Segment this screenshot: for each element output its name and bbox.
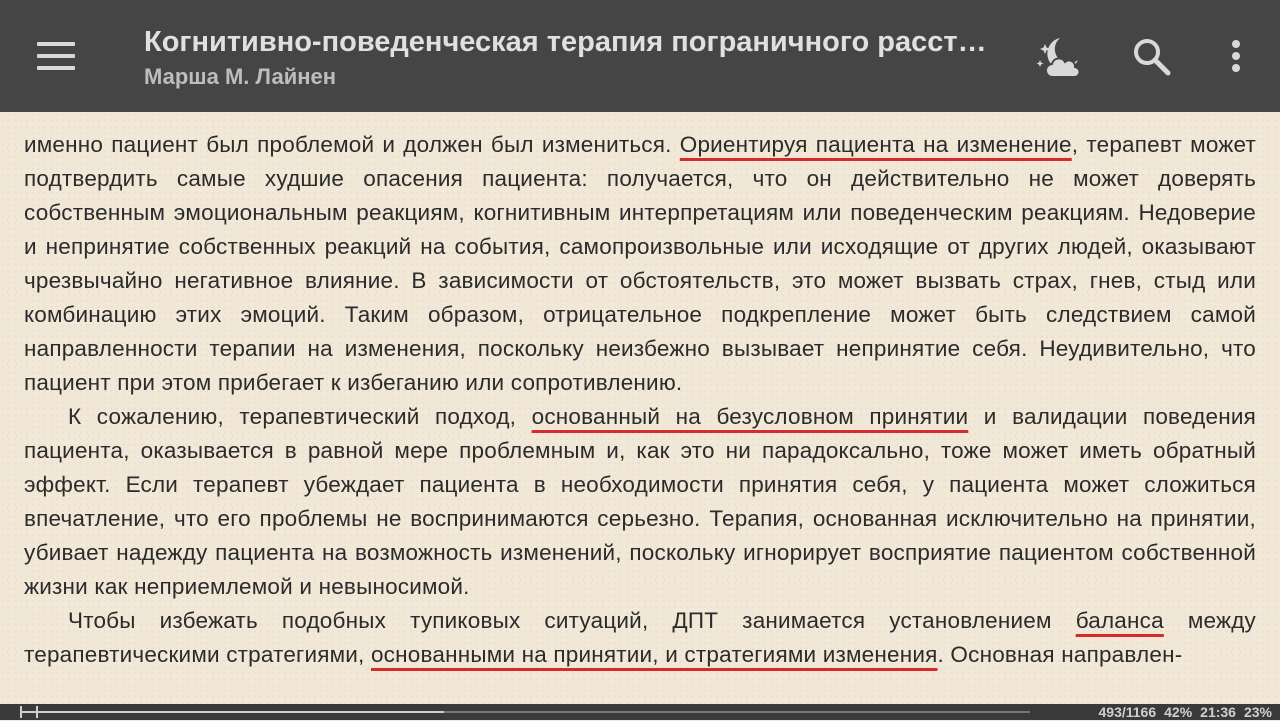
paragraph <box>24 400 1256 604</box>
book-titles <box>144 22 1004 92</box>
text-run: между терапевтическими стратегиями, <box>24 608 1256 667</box>
paragraph <box>24 128 1256 400</box>
reader-page[interactable] <box>0 112 1280 704</box>
status-text <box>1091 703 1273 721</box>
book-title: Когнитивно-поведенческая терапия пограничного расстр… <box>144 26 1004 58</box>
reading-progress-bar[interactable] <box>20 711 1030 713</box>
more-vertical-icon[interactable] <box>1208 30 1264 86</box>
highlighted-phrase[interactable]: основанный на безусловном принятии <box>531 404 969 429</box>
page-text <box>24 128 1256 672</box>
text-run: Чтобы избежать подобных тупиковых ситуаций, ДПТ занимается установлением <box>68 608 1076 633</box>
status-bar <box>0 704 1280 720</box>
reading-progress-fill <box>20 711 444 713</box>
text-run: , терапевт может подтвердить самые худшие опасения пациента: получается, что он действительно не может доверять собственным эмоциональным реакциям, когнитивным интерпретациям или поведенческим реакциям. Недоверие и непринятие собственных реакций на события, самопроизвольные или исходящие от других людей, оказывают чрезвычайно негативное влияние. В зависимости от обстоятельств, это может вызвать страх, гнев, стыд или комбинацию этих эмоций. Таким образом, отрицательное подкрепление может быть следствием самой направленности терапии на изменения, поскольку неизбежно вызывает непринятие себя. Неудивительно, что пациент при этом прибегает к избеганию или сопротивлению. <box>24 132 1256 395</box>
app-bar <box>0 0 1280 112</box>
highlighted-phrase[interactable]: основанными на принятии, и стратегиями изменения <box>370 642 938 667</box>
page-counter: 493/1166 <box>1098 704 1157 720</box>
percent-read: 42% <box>1164 704 1193 720</box>
moon-cloud-icon[interactable] <box>1030 30 1086 86</box>
hamburger-menu-icon[interactable] <box>26 30 86 82</box>
paragraph <box>24 604 1256 672</box>
book-author: Марша М. Лайнен <box>144 64 337 89</box>
highlighted-phrase[interactable]: баланса <box>1075 608 1164 633</box>
text-run: и валидации поведения пациента, оказывается в равной мере проблемным и, как это ни парадоксально, тоже может иметь обратный эффект. Если терапевт убеждает пациента в необходимости принятия себя, у пациента может сложиться впечатление, что его проблемы не воспринимаются серьезно. Терапия, основанная исключительно на принятии, убивает надежду пациента на возможность изменений, поскольку игнорирует восприятие пациентом собственной жизни как неприемлемой и невыносимой. <box>24 404 1256 599</box>
text-run: . Основная направлен- <box>937 642 1183 667</box>
battery-level: 23% <box>1243 704 1272 720</box>
highlighted-phrase[interactable]: Ориентируя пациента на изменение <box>679 132 1072 157</box>
clock: 21:36 <box>1200 704 1236 720</box>
text-run: именно пациент был проблемой и должен был измениться. <box>24 132 680 157</box>
text-run: К сожалению, терапевтический подход, <box>68 404 532 429</box>
search-icon[interactable] <box>1124 30 1180 86</box>
